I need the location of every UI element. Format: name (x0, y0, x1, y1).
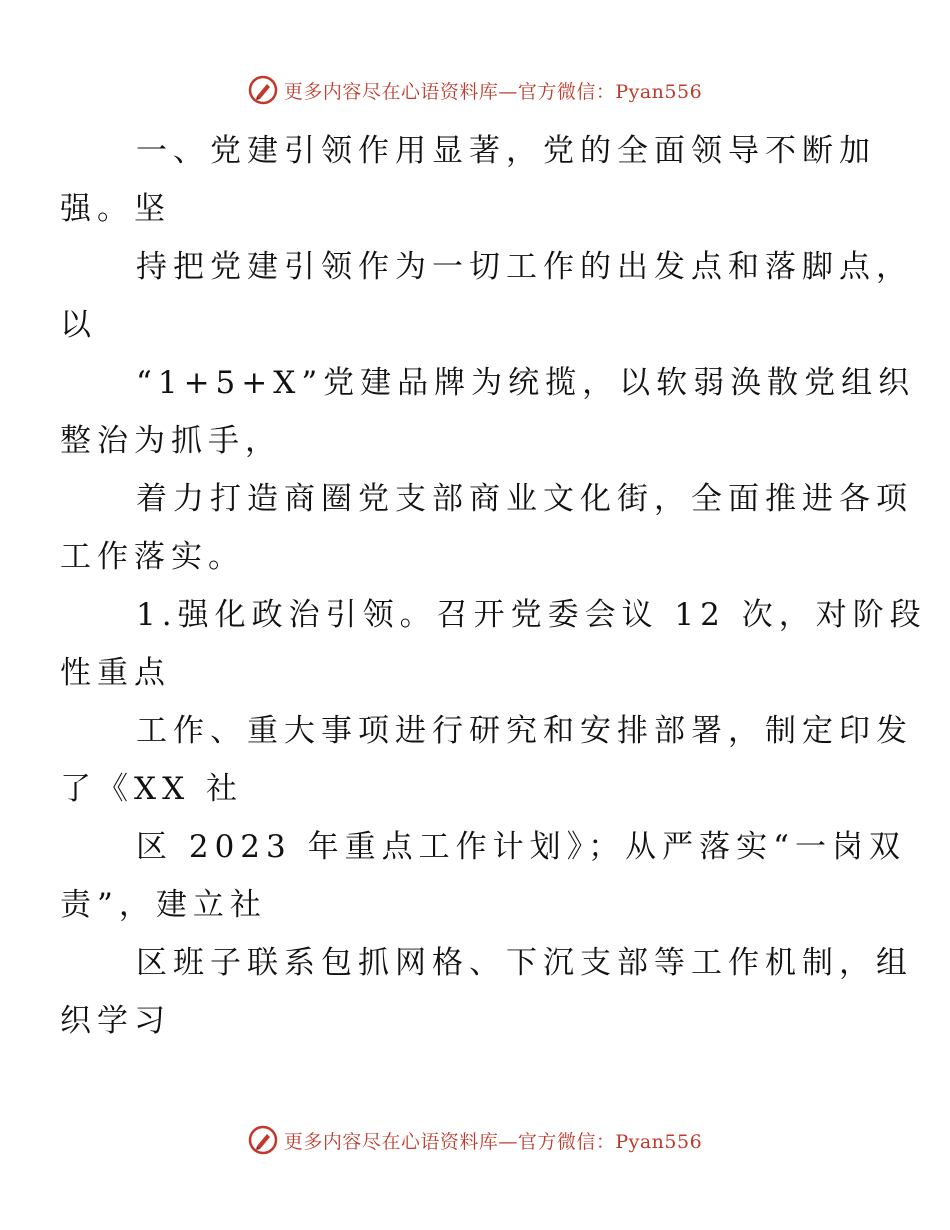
paragraph-line-wrap: 以 (60, 307, 97, 343)
watermark-text: 更多内容尽在心语资料库—官方微信：Pyan556 (283, 1130, 703, 1153)
paragraph-line: “1+5+X”党建品牌为统揽，以软弱涣散党组织 (136, 365, 916, 401)
document-body (60, 122, 927, 1050)
paragraph (60, 354, 916, 470)
paragraph-line: 一、党建引领作用显著，党的全面领导不断加 (136, 133, 876, 169)
watermark-banner-top (0, 70, 950, 110)
paragraph (60, 470, 913, 586)
paragraph-line-wrap: 责”，建立社 (60, 887, 267, 923)
paragraph (60, 122, 876, 238)
paragraph-line-wrap: 整治为抓手， (60, 423, 282, 459)
paragraph (60, 702, 913, 818)
paragraph (60, 586, 927, 702)
watermark-banner-bottom (0, 1120, 950, 1160)
paragraph-line: 着力打造商圈党支部商业文化街，全面推进各项 (136, 481, 913, 517)
pen-logo-icon (248, 1125, 278, 1155)
paragraph-line: 持把党建引领作为一切工作的出发点和落脚点， (136, 249, 913, 285)
paragraph-line-wrap: 强。坚 (60, 191, 171, 227)
paragraph-line: 区 2023 年重点工作计划》；从严落实“一岗双 (136, 829, 906, 865)
paragraph-line: 1.强化政治引领。召开党委会议 12 次，对阶段 (136, 597, 927, 633)
paragraph (60, 238, 913, 354)
paragraph-line: 工作、重大事项进行研究和安排部署，制定印发 (136, 713, 913, 749)
pen-logo-icon (248, 75, 278, 105)
paragraph (60, 818, 906, 934)
paragraph-line-wrap: 了《XX 社 (60, 771, 243, 807)
paragraph-line-wrap: 织学习 (60, 1003, 171, 1039)
paragraph-line-wrap: 性重点 (60, 655, 171, 691)
paragraph (60, 934, 913, 1050)
watermark-text: 更多内容尽在心语资料库—官方微信：Pyan556 (283, 80, 703, 103)
paragraph-line: 区班子联系包抓网格、下沉支部等工作机制，组 (136, 945, 913, 981)
paragraph-line-wrap: 工作落实。 (60, 539, 245, 575)
